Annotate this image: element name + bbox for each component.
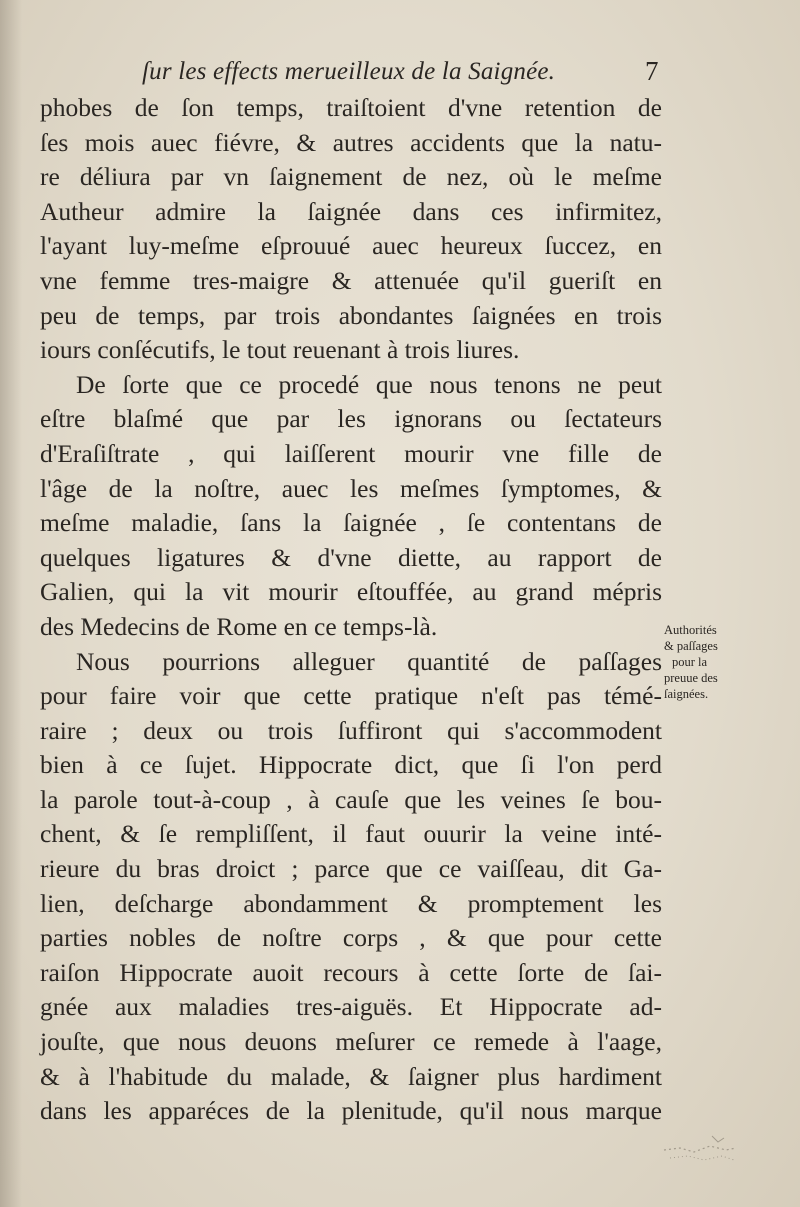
page-number: 7	[645, 56, 659, 86]
text-line: l'ayant luy-meſme eſprouué auec heureux ſuccez, en	[40, 231, 662, 261]
text-line: d'Eraſiſtrate , qui laiſſerent mourir vne fille de	[40, 438, 662, 468]
text-line: gnée aux maladies tres-aiguës. Et Hippocrate ad-	[40, 992, 662, 1022]
text-line: la parole tout-à-coup , à cauſe que les veines ſe bou-	[40, 784, 662, 814]
text-line: bien à ce ſujet. Hippocrate dict, que ſi l'on perd	[40, 750, 662, 780]
text-line: vne femme tres-maigre & attenuée qu'il gueriſt en	[40, 265, 662, 295]
text-line: pour faire voir que cette pratique n'eſt pas témé-	[40, 681, 662, 711]
text-line: eſtre blaſmé que par les ignorans ou ſectateurs	[40, 404, 662, 434]
margin-note-line: & paſſages	[664, 639, 718, 653]
text-line: ſes mois auec fiévre, & autres accidents que la natu-	[40, 127, 662, 157]
text-line: l'âge de la noſtre, auec les meſmes ſymptomes, &	[40, 473, 662, 503]
text-line: quelques ligatures & d'vne diette, au rapport de	[40, 542, 662, 572]
margin-note-line: ſaignées.	[664, 687, 709, 701]
body-text	[40, 91, 662, 1129]
text-line: raiſon Hippocrate auoit recours à cette ſorte de ſai-	[40, 957, 662, 987]
text-line: parties nobles de noſtre corps , & que pour cette	[40, 923, 662, 953]
text-line: raire ; deux ou trois ſuffiront qui s'accommodent	[40, 715, 662, 745]
binding-shadow	[0, 0, 22, 1207]
text-line: Autheur admire la ſaignée dans ces infirmitez,	[40, 196, 662, 226]
text-line: lien, deſcharge abondamment & promptement les	[40, 888, 662, 918]
margin-note	[664, 622, 764, 702]
text-line: meſme maladie, ſans la ſaignée , ſe contentans de	[40, 508, 662, 538]
margin-note-line: Authorités	[664, 623, 717, 637]
text-line: re déliura par vn ſaignement de nez, où le meſme	[40, 162, 662, 192]
text-line: chent, & ſe rempliſſent, il faut ouurir la veine inté-	[40, 819, 662, 849]
text-line: dans les apparéces de la plenitude, qu'il nous marque	[40, 1096, 662, 1126]
text-line: De ſorte que ce procedé que nous tenons ne peut	[76, 369, 662, 399]
text-line: peu de temps, par trois abondantes ſaignées en trois	[40, 300, 662, 330]
margin-note-line: preuue des	[664, 671, 718, 685]
text-line: jouſte, que nous deuons meſurer ce remede à l'aage,	[40, 1027, 662, 1057]
ink-smudge	[660, 1128, 740, 1174]
text-line: & à l'habitude du malade, & ſaigner plus hardiment	[40, 1061, 662, 1091]
text-line: rieure du bras droict ; parce que ce vaiſſeau, dit Ga-	[40, 854, 662, 884]
text-line: phobes de ſon temps, traiſtoient d'vne retention de	[40, 93, 662, 122]
text-line: Galien, qui la vit mourir eſtouffée, au grand mépris	[40, 577, 662, 607]
running-title: ſur les effects merueilleux de la Saignée.	[142, 58, 556, 85]
text-line: des Medecins de Rome en ce temps-là.	[40, 611, 438, 641]
margin-note-line: pour la	[672, 655, 708, 669]
text-line: iours conſécutifs, le tout reuenant à trois liures.	[40, 335, 520, 365]
text-line: Nous pourrions alleguer quantité de paſſages	[76, 646, 662, 676]
